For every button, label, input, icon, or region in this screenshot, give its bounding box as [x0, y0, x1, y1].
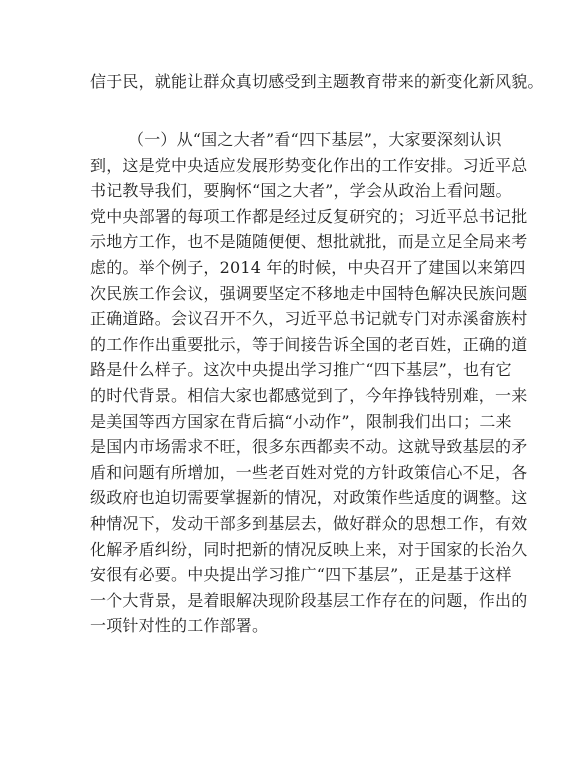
paragraph-line: 化解矛盾纠纷，同时把新的情况反映上来，对于国家的长治久 [90, 539, 528, 559]
paragraph-line: 是美国等西方国家在背后搞“小动作”，限制我们出口；二来 [90, 411, 512, 431]
paragraph-line: 盾和问题有所增加，一些老百姓对党的方针政策信心不足，各 [90, 462, 528, 482]
paragraph-line: （一）从“国之大者”看“四下基层”，大家要深刻认识 [128, 130, 502, 149]
paragraph-line: 种情况下，发动干部多到基层去，做好群众的思想工作，有效 [90, 513, 528, 533]
paragraph-line: 是国内市场需求不旺，很多东西都卖不动。这就导致基层的矛 [90, 437, 528, 457]
paragraph-line: 的工作作出重要批示，等于间接告诉全国的老百姓，正确的道 [90, 334, 528, 354]
paragraph-line: 正确道路。会议召开不久，习近平总书记就专门对赤溪畲族村 [90, 309, 528, 329]
paragraph-line: 虑的。举个例子，2014 年的时候，中央召开了建国以来第四 [90, 257, 526, 277]
paragraph-line: 党中央部署的每项工作都是经过反复研究的；习近平总书记批 [90, 206, 528, 226]
paragraph-line: 级政府也迫切需要掌握新的情况，对政策作些适度的调整。这 [90, 488, 528, 508]
paragraph-line: 安很有必要。中央提出学习推广“四下基层”，正是基于这样 [90, 565, 512, 585]
paragraph-line: 的时代背景。相信大家也都感觉到了，今年挣钱特别难，一来 [90, 385, 528, 405]
paragraph-line: 到，这是党中央适应发展形势变化作出的工作安排。习近平总 [90, 155, 528, 175]
paragraph-line: 次民族工作会议，强调要坚定不移地走中国特色解决民族问题 [90, 283, 528, 303]
paragraph-line: 一个大背景，是着眼解决现阶段基层工作存在的问题，作出的 [90, 590, 528, 610]
top-text-line: 信于民，就能让群众真切感受到主题教育带来的新变化新风貌。 [90, 72, 544, 91]
section-paragraph [90, 127, 528, 639]
paragraph-line: 示地方工作，也不是随随便便、想批就批，而是立足全局来考 [90, 232, 528, 252]
paragraph-line: 一项针对性的工作部署。 [90, 616, 269, 636]
paragraph-line: 书记教导我们，要胸怀“国之大者”，学会从政治上看问题。 [90, 181, 512, 201]
paragraph-line: 路是什么样子。这次中央提出学习推广“四下基层”，也有它 [90, 360, 512, 380]
